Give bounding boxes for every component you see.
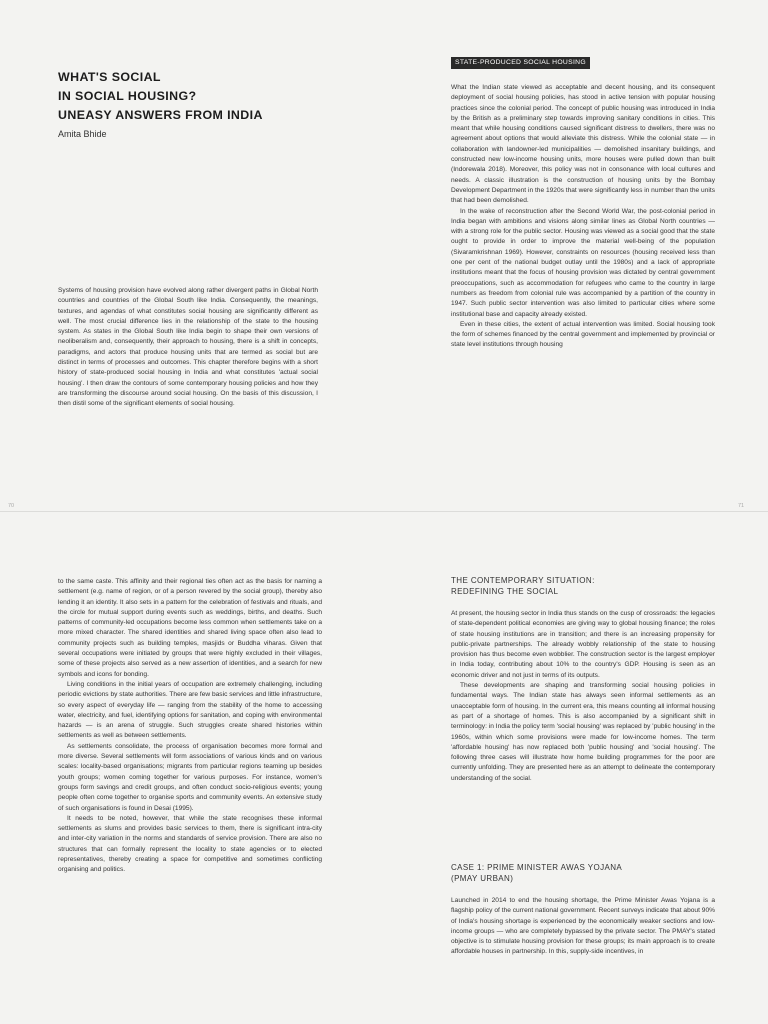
paragraph: It needs to be noted, however, that while the state recognises these informal settlements as slums and provides basic services to them, there is significant intra-city and inter-city variation in the norms and standards of service provision. There are also no structures that can formally represent the locality to state agencies or to elected representatives, thereby creating a space for competitive and sometimes conflicting organising and politics. bbox=[58, 814, 322, 874]
author-name: Amita Bhide bbox=[58, 129, 107, 139]
section-tag: STATE-PRODUCED SOCIAL HOUSING bbox=[451, 57, 590, 69]
paragraph: Living conditions in the initial years of occupation are extremely challenging, including periodic evictions by state authorities. There are few basic services and little infrastructure, so every aspect of everyday life — ranging from the stability of the home to accessing water, electricity, and fuel, identifying options for sanitation, and coping with environmental hazards — is an arena of struggle. Such struggles create shared histories within settlements as well as between settlements. bbox=[58, 680, 322, 740]
section-heading-case1 bbox=[451, 862, 721, 884]
page-number-right: 71 bbox=[738, 503, 745, 509]
section-heading-contemporary bbox=[451, 575, 721, 597]
heading-line: (PMAY URBAN) bbox=[451, 874, 514, 883]
title-line: UNEASY ANSWERS FROM INDIA bbox=[58, 108, 263, 122]
heading-line: CASE 1: PRIME MINISTER AWAS YOJANA bbox=[451, 863, 623, 872]
text-column-right-bottom bbox=[451, 609, 715, 784]
paragraph: What the Indian state viewed as acceptable and decent housing, and its consequent deployment of social housing policies, has stood in active tension with popular housing practices since the colonial period. The concept of public housing was introduced in India by the British as a preliminary step towards improving sanitary conditions in cities. This meant that while housing conditions caused significant distress to dwellers, there was no agreement about options that would alleviate this distress. While the colonial state — in collaboration with landowner-led municipalities — demolished insanitary buildings, and constructed new low-income housing units, more houses were pulled down than built (Indorewala 2018). Moreover, this policy was not in consonance with local cultures and needs. A classic illustration is the construction of housing units by the Bombay Development Department in the 1920s that were significantly less in number than the units that had been demolished. bbox=[451, 84, 715, 205]
paragraph: In the wake of reconstruction after the Second World War, the post-colonial period in India began with ambitions and visions along similar lines as Global North countries — with a strong role for the public sector. Housing was viewed as a social good that the state ought to provide in order to improve the material well-being of the population (Sivaramkrishnan 1969). However, constraints on resources (housing received less than one per cent of the national budget outlay until the 1980s) and a lack of appropriate institutions meant that the focus of housing provision was dictated by central government preoccupations, such as accommodation for refugees who came to the country in large numbers as freedom from colonial rule was accompanied by a partition of the country in 1947. Such public sector intervention was also limited to particular cities where some institutional base and capacity already existed. bbox=[451, 207, 715, 318]
paragraph: As settlements consolidate, the process of organisation becomes more formal and more diverse. Several settlements will form associations of various kinds and on various scales: locality-based organisations; migrants from particular regions teaming up besides youth groups; women coming together for various purposes. For instance, women's groups form savings and credit groups, and often conduct socio-religious events; young people often come together to organise sports and community events. An extensive study of such organisations is found in Desai (1995). bbox=[58, 742, 322, 812]
spread-divider bbox=[0, 511, 768, 512]
text-column-right-top bbox=[451, 83, 715, 351]
heading-line: REDEFINING THE SOCIAL bbox=[451, 587, 559, 596]
text-column-left-bottom bbox=[58, 577, 322, 876]
heading-line: THE CONTEMPORARY SITUATION: bbox=[451, 576, 595, 585]
paragraph: to the same caste. This affinity and their regional ties often act as the basis for naming a settlement (e.g. name of region, or of a person revered by the social group), thereby also lending it an identity. It also sets in a pattern for the celebration of festivals and rituals, and the circle for mutual support during events such as weddings, births, and deaths. Such patterns of community-led occupations become less common when settlements take on a more mixed character. The shared identities and shared living space often also lead to community projects such as building temples, masjids or Buddha viharas. Given that several occupations were initiated by groups that were highly excluded in their villages, some of these projects also served as a new assertion of identities, and a search for new symbols and icons for bonding. bbox=[58, 578, 322, 678]
paragraph: Even in these cities, the extent of actual intervention was limited. Social housing took the form of schemes financed by the central government and implemented by provincial or state level institutions through housing bbox=[451, 320, 715, 349]
paragraph: These developments are shaping and transforming social housing policies in fundamental ways. The Indian state has always seen informal settlements as an unacceptable form of housing. In the current era, this means counting all informal housing as part of a shortage of homes. This is also accompanied by a significant shift in terminology: in India the policy term 'social housing' was replaced by 'public housing' in the 1960s, within which some provisions were made for low-income homes. The term 'affordable housing' has now replaced both 'public housing' and 'social housing'. The following three cases will illustrate how home building programmes for the poor are currently unfolding. They are presented here as an attempt to delineate the contemporary understanding of the social. bbox=[451, 682, 715, 782]
abstract: Systems of housing provision have evolved along rather divergent paths in Global North countries and countries of the Global South like India. Consequently, the meanings, textures, and agendas of what constitutes social housing are significantly different as well. The most crucial difference lies in the relationship of the state to the housing system. As states in the Global South like India begin to shape their own versions of neoliberalism and, consequently, their approach to housing, there is a shift in concepts, paradigms, and actors that produce housing units that are termed as social but are distinct in terms of processes and outcomes. This chapter therefore begins with a short history of state-produced social housing in India and what constitutes 'actual social housing'. I then draw the contours of some contemporary housing policies and how they are transforming the discourse around social housing. On the basis of this discussion, I then distil some of the significant elements of social housing. bbox=[58, 287, 318, 408]
page-number-left: 70 bbox=[8, 503, 15, 509]
paragraph: At present, the housing sector in India thus stands on the cusp of crossroads: the legacies of state-dependent political economies are giving way to global housing finance; the roles of state housing institutions are in transition; and there is an increasing propensity for public-private partnerships. The already wobbly relationship of the state to housing provision has thus become even wobblier. The construction sector is the largest employer in India today, contributing about 10% to the country's GDP. Housing is seen as an economic driver and not just in terms of its outputs. bbox=[451, 610, 715, 679]
paragraph: Launched in 2014 to end the housing shortage, the Prime Minister Awas Yojana is a flagship policy of the current national government. Recent surveys indicate that about 90% of India's housing shortage is experienced by the economically weaker sections and low-income groups — who are completely bypassed by the private sector. The PMAY's stated objective is to stimulate housing provision for these groups; its main approach is to create affordable houses in partnership. In this, supply-side incentives, in bbox=[451, 897, 715, 956]
text-column-case1 bbox=[451, 896, 715, 958]
chapter-title bbox=[58, 68, 358, 125]
title-line: IN SOCIAL HOUSING? bbox=[58, 89, 197, 103]
title-line: WHAT'S SOCIAL bbox=[58, 70, 161, 84]
